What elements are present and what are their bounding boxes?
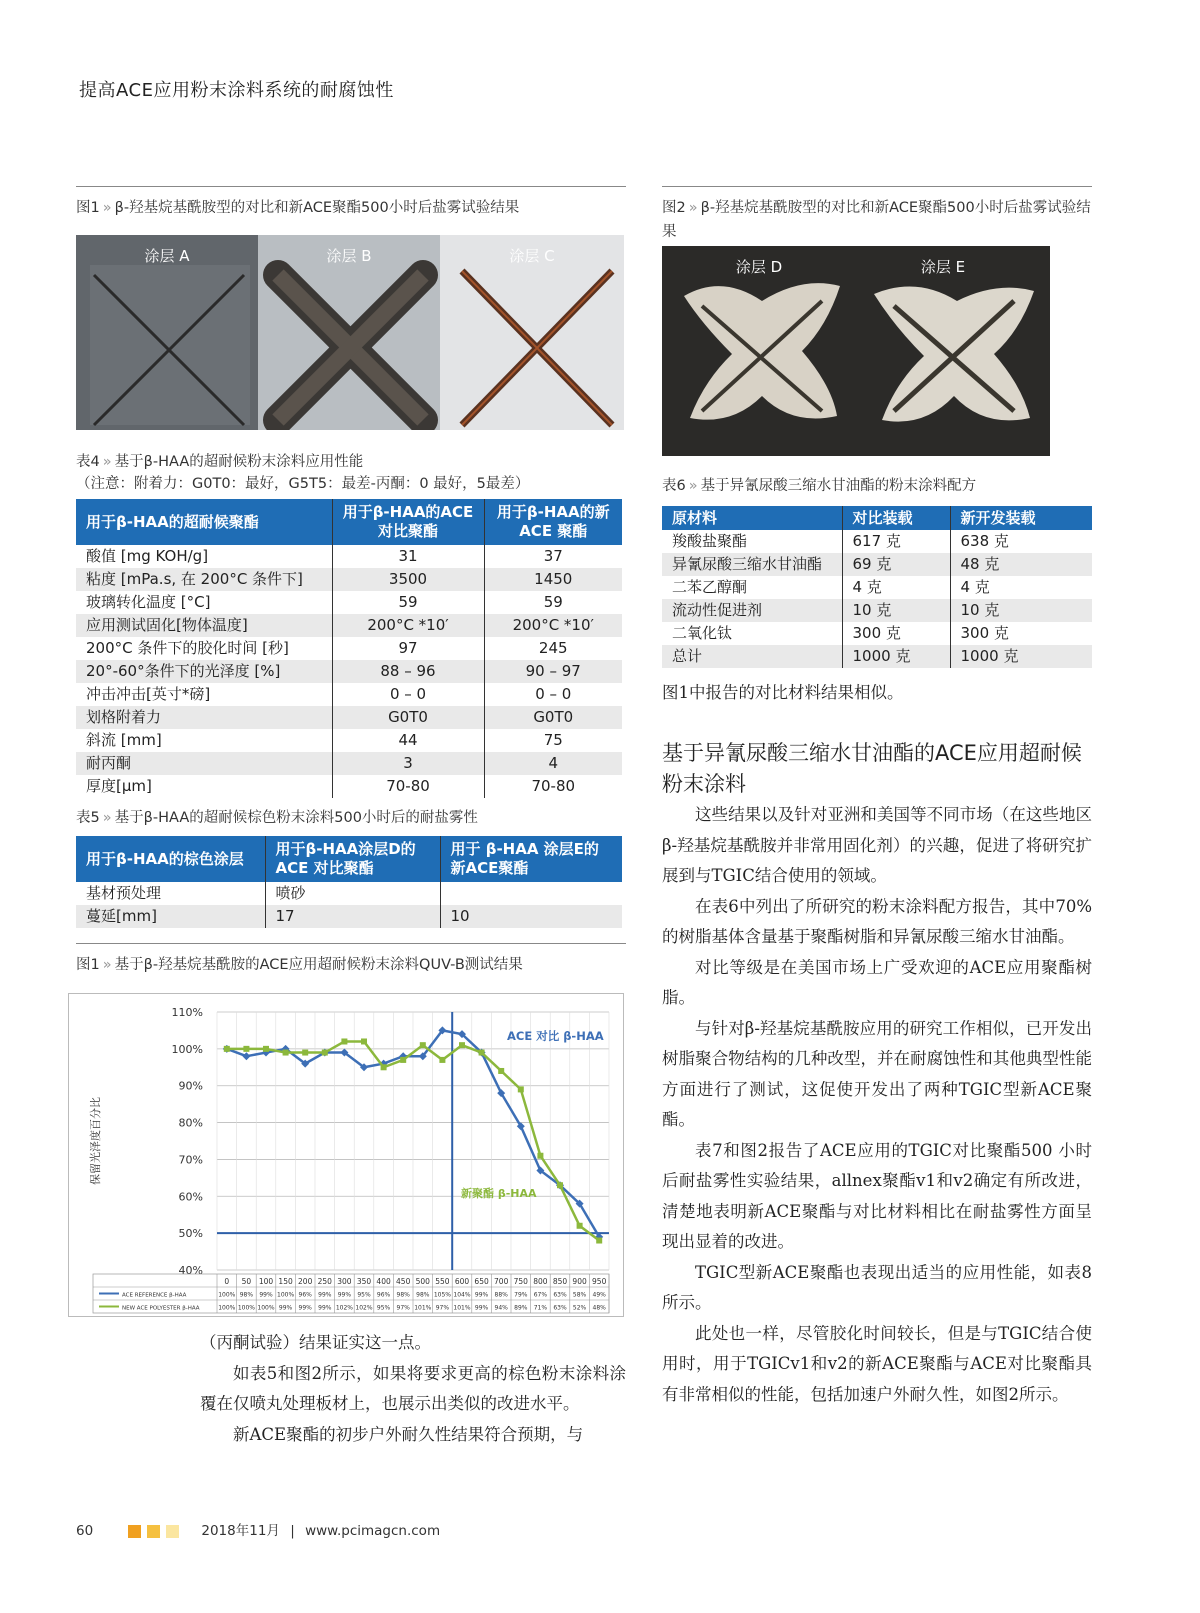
table-cell: 10 <box>440 905 622 928</box>
right-body-text <box>662 800 1092 1410</box>
paragraph: 新ACE聚酯的初步户外耐久性结果符合预期，与 <box>233 1424 584 1444</box>
table-header-cell: 用于β-HAA的ACE对比聚酯 <box>332 499 484 545</box>
table-cell: 37 <box>484 545 622 568</box>
x-tick-label: 750 <box>513 1277 528 1286</box>
x-tick-label: 100 <box>258 1277 274 1286</box>
table-cell: 1000 克 <box>842 645 950 668</box>
caption-text: 基于异氰尿酸三缩水甘油酯的粉末涂料配方 <box>700 478 977 494</box>
table-cell: 31 <box>332 545 484 568</box>
data-label: 102% <box>335 1304 353 1312</box>
y-tick-label: 110% <box>171 1006 203 1019</box>
paragraph: 如表5和图2所示，如果将要求更高的棕色粉末涂料涂覆在仅喷丸处理板材上，也展示出类似的改进水平。 <box>200 1363 626 1413</box>
data-point <box>263 1046 269 1052</box>
x-tick-label: 50 <box>241 1277 252 1286</box>
x-tick-label: 700 <box>494 1277 509 1286</box>
data-label: 100% <box>257 1304 275 1312</box>
table-cell: 1450 <box>484 568 622 591</box>
data-point <box>557 1182 563 1188</box>
data-label: 89% <box>514 1304 528 1312</box>
table-row <box>76 591 622 614</box>
x-tick-label: 850 <box>552 1277 568 1286</box>
data-label: 99% <box>298 1304 312 1312</box>
photo-label: 涂层 E <box>920 258 966 276</box>
y-axis-label: 保留光泽度百分比 <box>89 1097 102 1185</box>
table-header-cell: 用于β-HAA涂层D的ACE 对比聚酯 <box>265 836 440 882</box>
data-point <box>596 1238 602 1244</box>
data-label: 99% <box>318 1291 332 1299</box>
table-cell: 蔓延[mm] <box>76 905 265 928</box>
data-point <box>577 1223 583 1229</box>
x-tick-label: 150 <box>278 1277 293 1286</box>
table-cell: 70-80 <box>484 775 622 798</box>
page-number: 60 <box>76 1523 94 1539</box>
table-row <box>76 752 622 775</box>
table-cell: 90 – 97 <box>484 660 622 683</box>
table-row <box>662 553 1092 576</box>
photo-label: 涂层 D <box>735 258 783 276</box>
legend-entry: NEW ACE POLYESTER β-HAA <box>122 1305 200 1312</box>
table-cell: 3 <box>332 752 484 775</box>
table-cell: 638 克 <box>950 530 1092 553</box>
table-row <box>662 530 1092 553</box>
data-label: 99% <box>474 1291 489 1299</box>
table-cell: 48 克 <box>950 553 1092 576</box>
y-tick-label: 70% <box>178 1153 203 1167</box>
x-tick-label: 900 <box>572 1277 587 1286</box>
series-annotation: 新聚酯 β-HAA <box>461 1187 537 1200</box>
data-label: 101% <box>414 1304 432 1312</box>
data-label: 100% <box>237 1304 255 1312</box>
x-tick-label: 300 <box>337 1277 352 1286</box>
table-cell: 300 克 <box>842 622 950 645</box>
data-label: 100% <box>218 1291 236 1299</box>
page-footer <box>76 1519 676 1539</box>
footer-square-icon <box>147 1525 160 1538</box>
x-tick-label: 950 <box>592 1277 607 1286</box>
caption-prefix: 表4 <box>76 454 100 470</box>
table-cell: 划格附着力 <box>76 706 332 729</box>
page-header-title: 提高ACE应用粉末涂料系统的耐腐蚀性 <box>79 80 394 101</box>
table-header-cell: 对比装载 <box>842 506 950 530</box>
table-cell: 3500 <box>332 568 484 591</box>
photo-coating-b <box>258 235 440 430</box>
table-cell: 44 <box>332 729 484 752</box>
table-cell: 200°C 条件下的胶化时间 [秒] <box>86 639 289 657</box>
table-cell: 4 克 <box>842 576 950 599</box>
table-header-row <box>76 499 622 545</box>
table-header-row <box>662 506 1092 530</box>
caption-prefix: 表5 <box>76 810 100 826</box>
data-label: 95% <box>376 1304 391 1312</box>
table-cell: 4 <box>484 752 622 775</box>
table-cell: 200°C *10′ <box>332 614 484 637</box>
right-lead-text: 图1中报告的对比材料结果相似。 <box>662 683 904 702</box>
quv-chart-frame <box>68 993 624 1317</box>
data-label: 100% <box>277 1291 295 1299</box>
section-heading: 基于异氰尿酸三缩水甘油酯的ACE应用超耐候粉末涂料 <box>662 741 1082 796</box>
table-cell: 酸值 [mg KOH/g] <box>86 547 209 565</box>
y-tick-label: 40% <box>178 1264 203 1277</box>
data-point <box>283 1050 289 1056</box>
x-tick-label: 450 <box>396 1277 411 1286</box>
table-cell: 245 <box>484 637 622 660</box>
x-tick-label: 500 <box>415 1277 430 1286</box>
data-label: 94% <box>494 1304 508 1312</box>
data-point <box>361 1038 367 1044</box>
x-tick-label: 0 <box>224 1277 230 1286</box>
table-row <box>76 545 622 568</box>
footer-square-icon <box>166 1525 179 1538</box>
table-cell: 基材预处理 <box>86 884 162 902</box>
series-annotation: ACE 对比 β-HAA <box>507 1029 604 1043</box>
table-cell: 88 – 96 <box>332 660 484 683</box>
table-cell: 617 克 <box>842 530 950 553</box>
table4 <box>76 499 622 798</box>
data-point <box>537 1153 543 1159</box>
data-point <box>518 1086 524 1092</box>
data-label: 104% <box>453 1291 471 1299</box>
footer-url[interactable]: www.pcimagcn.com <box>305 1523 441 1539</box>
caption-text: 基于β-HAA的超耐候粉末涂料应用性能 <box>114 454 364 470</box>
data-label: 79% <box>514 1291 528 1299</box>
paragraph: 此处也一样，尽管胶化时间较长，但是与TGIC结合使用时，用于TGICv1和v2的新ACE聚酯与ACE对比聚酯具有非常相似的性能，包括加速户外耐久性，如图2所示。 <box>662 1323 1092 1404</box>
x-tick-label: 250 <box>317 1277 332 1286</box>
data-label: 99% <box>278 1304 293 1312</box>
table-header-cell: 新开发装载 <box>950 506 1092 530</box>
caption-prefix: 图1 <box>76 957 100 973</box>
paragraph: （丙酮试验）结果证实这一点。 <box>200 1333 431 1352</box>
table-row <box>662 645 1092 668</box>
data-label: 102% <box>355 1304 373 1312</box>
table-cell: 0 – 0 <box>484 683 622 706</box>
table-row <box>76 729 622 752</box>
caption-prefix: 表6 <box>662 478 686 494</box>
data-label: 96% <box>298 1291 312 1299</box>
table-row <box>76 637 622 660</box>
x-tick-label: 650 <box>474 1277 489 1286</box>
table-cell: 玻璃转化温度 [°C] <box>86 593 211 611</box>
table-cell: 1000 克 <box>950 645 1092 668</box>
data-label: 49% <box>592 1291 606 1299</box>
x-tick-label: 550 <box>435 1277 450 1286</box>
table-cell: G0T0 <box>484 706 622 729</box>
data-label: 95% <box>357 1291 371 1299</box>
table5 <box>76 836 622 928</box>
table-cell: 喷砂 <box>265 882 440 905</box>
table-cell: 10 克 <box>842 599 950 622</box>
table-row <box>76 568 622 591</box>
figure2-caption: 图2 » β-羟基烷基酰胺型的对比和新ACE聚酯500小时后盐雾试验结果 <box>662 200 1091 240</box>
y-tick-label: 100% <box>171 1042 203 1056</box>
table-cell: 59 <box>484 591 622 614</box>
data-point <box>498 1068 504 1074</box>
paragraph: 这些结果以及针对亚洲和美国等不同市场（在这些地区β-羟基烷基酰胺并非常用固化剂）的兴趣，促进了将研究扩展到与TGIC结合使用的领域。 <box>662 805 1092 885</box>
table-cell: G0T0 <box>332 706 484 729</box>
data-label: 97% <box>396 1304 410 1312</box>
y-tick-label: 50% <box>178 1227 203 1241</box>
data-point <box>322 1050 328 1056</box>
table-cell: 异氰尿酸三缩水甘油酯 <box>662 553 842 576</box>
table-cell: 粘度 [mPa.s, 在 200°C 条件下] <box>76 568 332 591</box>
data-point <box>243 1046 249 1052</box>
data-point <box>479 1050 485 1056</box>
table-row <box>76 905 622 928</box>
data-point <box>439 1057 445 1063</box>
data-label: 96% <box>376 1291 391 1299</box>
table-header-cell: 用于β-HAA的棕色涂层 <box>76 836 265 882</box>
caption-text: 基于β-羟基烷基酰胺的ACE应用超耐候粉末涂料QUV-B测试结果 <box>114 957 523 973</box>
table4-caption: 表4 » 基于β-HAA的超耐候粉末涂料应用性能 <box>76 454 364 470</box>
table-cell: 二氧化钛 <box>672 624 733 642</box>
table-cell: 斜流 [mm] <box>86 731 162 749</box>
photo-label: 涂层 A <box>144 247 190 265</box>
table-header-row <box>76 836 622 882</box>
table-row <box>76 683 622 706</box>
table-row <box>76 882 622 905</box>
footer-separator: | <box>290 1523 295 1539</box>
caption-text: β-羟基烷基酰胺型的对比和新ACE聚酯500小时后盐雾试验结果 <box>662 200 1091 240</box>
table-header-cell: 用于β-HAA的新ACE 聚酯 <box>484 499 622 545</box>
divider <box>662 186 1092 187</box>
data-label: 52% <box>572 1304 587 1312</box>
y-tick-label: 80% <box>178 1116 203 1130</box>
data-label: 63% <box>553 1291 567 1299</box>
paragraph: 对比等级是在美国市场上广受欢迎的ACE应用聚酯树脂。 <box>662 957 1092 1007</box>
quv-chart <box>69 994 623 1316</box>
data-point <box>224 1046 230 1052</box>
caption-prefix: 图2 <box>662 200 686 216</box>
table-cell: 流动性促进剂 <box>662 599 842 622</box>
data-label: 99% <box>318 1304 332 1312</box>
data-label: 48% <box>592 1304 606 1312</box>
paragraph: TGIC型新ACE聚酯也表现出适当的应用性能，如表8所示。 <box>662 1262 1092 1312</box>
table-row <box>76 775 622 798</box>
table-cell: 二苯乙醇酮 <box>672 578 748 596</box>
paragraph: 与针对β-羟基烷基酰胺应用的研究工作相似，已开发出树脂聚合物结构的几种改型，并在耐腐蚀性和其他典型性能方面进行了测试，这促使开发出了两种TGIC型新ACE聚酯。 <box>662 1018 1092 1129</box>
table-cell: 59 <box>332 591 484 614</box>
table-cell: 200°C *10′ <box>484 614 622 637</box>
data-label: 67% <box>533 1291 548 1299</box>
data-label: 98% <box>416 1291 430 1299</box>
photo-coating-a <box>76 235 258 430</box>
data-label: 63% <box>553 1304 567 1312</box>
data-label: 101% <box>453 1304 471 1312</box>
footer-square-icon <box>128 1525 141 1538</box>
table-cell: 69 克 <box>842 553 950 576</box>
data-point <box>400 1057 406 1063</box>
data-label: 88% <box>494 1291 508 1299</box>
table-row <box>76 614 622 637</box>
data-point <box>381 1064 387 1070</box>
table-cell <box>440 882 622 905</box>
data-label: 98% <box>396 1291 410 1299</box>
table-cell: 厚度[μm] <box>86 777 152 795</box>
x-tick-label: 600 <box>454 1277 470 1286</box>
data-label: 98% <box>239 1291 254 1299</box>
data-point <box>242 1052 250 1060</box>
data-label: 58% <box>572 1291 587 1299</box>
paragraph: 表7和图2报告了ACE应用的TGIC对比聚酯500 小时后耐盐雾性实验结果，allnex聚酯v1和v2确定有所改进，清楚地表明新ACE聚酯与对比材料相比在耐盐雾性方面呈现出显着的改进。 <box>662 1140 1092 1251</box>
legend-entry: ACE REFERENCE β-HAA <box>122 1292 187 1299</box>
table6 <box>662 506 1092 668</box>
table-cell: 20°-60°条件下的光泽度 [%] <box>76 660 332 683</box>
table-cell: 羧酸盐聚酯 <box>672 532 748 550</box>
data-label: 105% <box>433 1291 451 1299</box>
left-body-text <box>200 1328 626 1450</box>
data-point <box>420 1042 426 1048</box>
table-cell: 总计 <box>662 645 842 668</box>
table-row <box>662 576 1092 599</box>
table-cell: 17 <box>265 905 440 928</box>
table-cell: 75 <box>484 729 622 752</box>
x-tick-label: 350 <box>356 1277 372 1286</box>
table-cell: 10 克 <box>950 599 1092 622</box>
data-label: 99% <box>259 1291 273 1299</box>
table-cell: 300 克 <box>950 622 1092 645</box>
caption-text: 基于β-HAA的超耐候棕色粉末涂料500小时后的耐盐雾性 <box>114 810 478 826</box>
photo-coatings-d-e <box>662 246 1050 456</box>
data-label: 100% <box>218 1304 236 1312</box>
data-label: 99% <box>337 1291 352 1299</box>
table-cell: 冲击冲击[英寸*磅] <box>86 685 211 703</box>
x-tick-label: 400 <box>376 1277 391 1286</box>
photo-coating-c <box>440 235 624 430</box>
issue-date: 2018年11月 <box>201 1523 280 1539</box>
data-label: 97% <box>435 1304 450 1312</box>
y-tick-label: 60% <box>178 1190 203 1204</box>
data-point <box>341 1038 347 1044</box>
paragraph: 在表6中列出了所研究的粉末涂料配方报告，其中70%的树脂基体含量基于聚酯树脂和异氰尿酸三缩水甘油酯。 <box>662 896 1092 946</box>
table5-caption: 表5 » 基于β-HAA的超耐候棕色粉末涂料500小时后的耐盐雾性 <box>76 810 478 826</box>
table-header-cell: 用于β-HAA的超耐候聚酯 <box>76 499 332 545</box>
table-cell: 4 克 <box>950 576 1092 599</box>
x-tick-label: 800 <box>533 1277 548 1286</box>
table4-note: （注意：附着力：G0T0：最好，G5T5：最差-丙酮：0 最好，5最差） <box>76 476 530 492</box>
table-header-cell: 用于 β-HAA 涂层E的新ACE聚酯 <box>440 836 622 882</box>
data-label: 99% <box>474 1304 489 1312</box>
caption-prefix: 图1 <box>76 200 100 216</box>
figure3-caption: 图1 » 基于β-羟基烷基酰胺的ACE应用超耐候粉末涂料QUV-B测试结果 <box>76 957 523 973</box>
table-row <box>76 660 622 683</box>
x-tick-label: 200 <box>298 1277 313 1286</box>
y-tick-label: 90% <box>178 1079 203 1093</box>
table-row <box>76 706 622 729</box>
table-row <box>662 599 1092 622</box>
table-cell: 应用测试固化[物体温度] <box>76 614 332 637</box>
table6-caption: 表6 » 基于异氰尿酸三缩水甘油酯的粉末涂料配方 <box>662 478 977 494</box>
data-point <box>302 1050 308 1056</box>
table-row <box>662 622 1092 645</box>
table-cell: 耐丙酮 <box>76 752 332 775</box>
divider <box>76 943 626 944</box>
caption-text: β-羟基烷基酰胺型的对比和新ACE聚酯500小时后盐雾试验结果 <box>114 200 520 216</box>
figure1-caption: 图1 » β-羟基烷基酰胺型的对比和新ACE聚酯500小时后盐雾试验结果 <box>76 200 520 216</box>
data-point <box>459 1042 465 1048</box>
table-cell: 70-80 <box>332 775 484 798</box>
photo-label: 涂层 C <box>509 247 555 265</box>
table-cell: 0 – 0 <box>332 683 484 706</box>
table-cell: 97 <box>332 637 484 660</box>
table-header-cell: 原材料 <box>662 506 842 530</box>
photo-label: 涂层 B <box>326 247 372 265</box>
divider <box>76 186 626 187</box>
data-label: 71% <box>533 1304 548 1312</box>
